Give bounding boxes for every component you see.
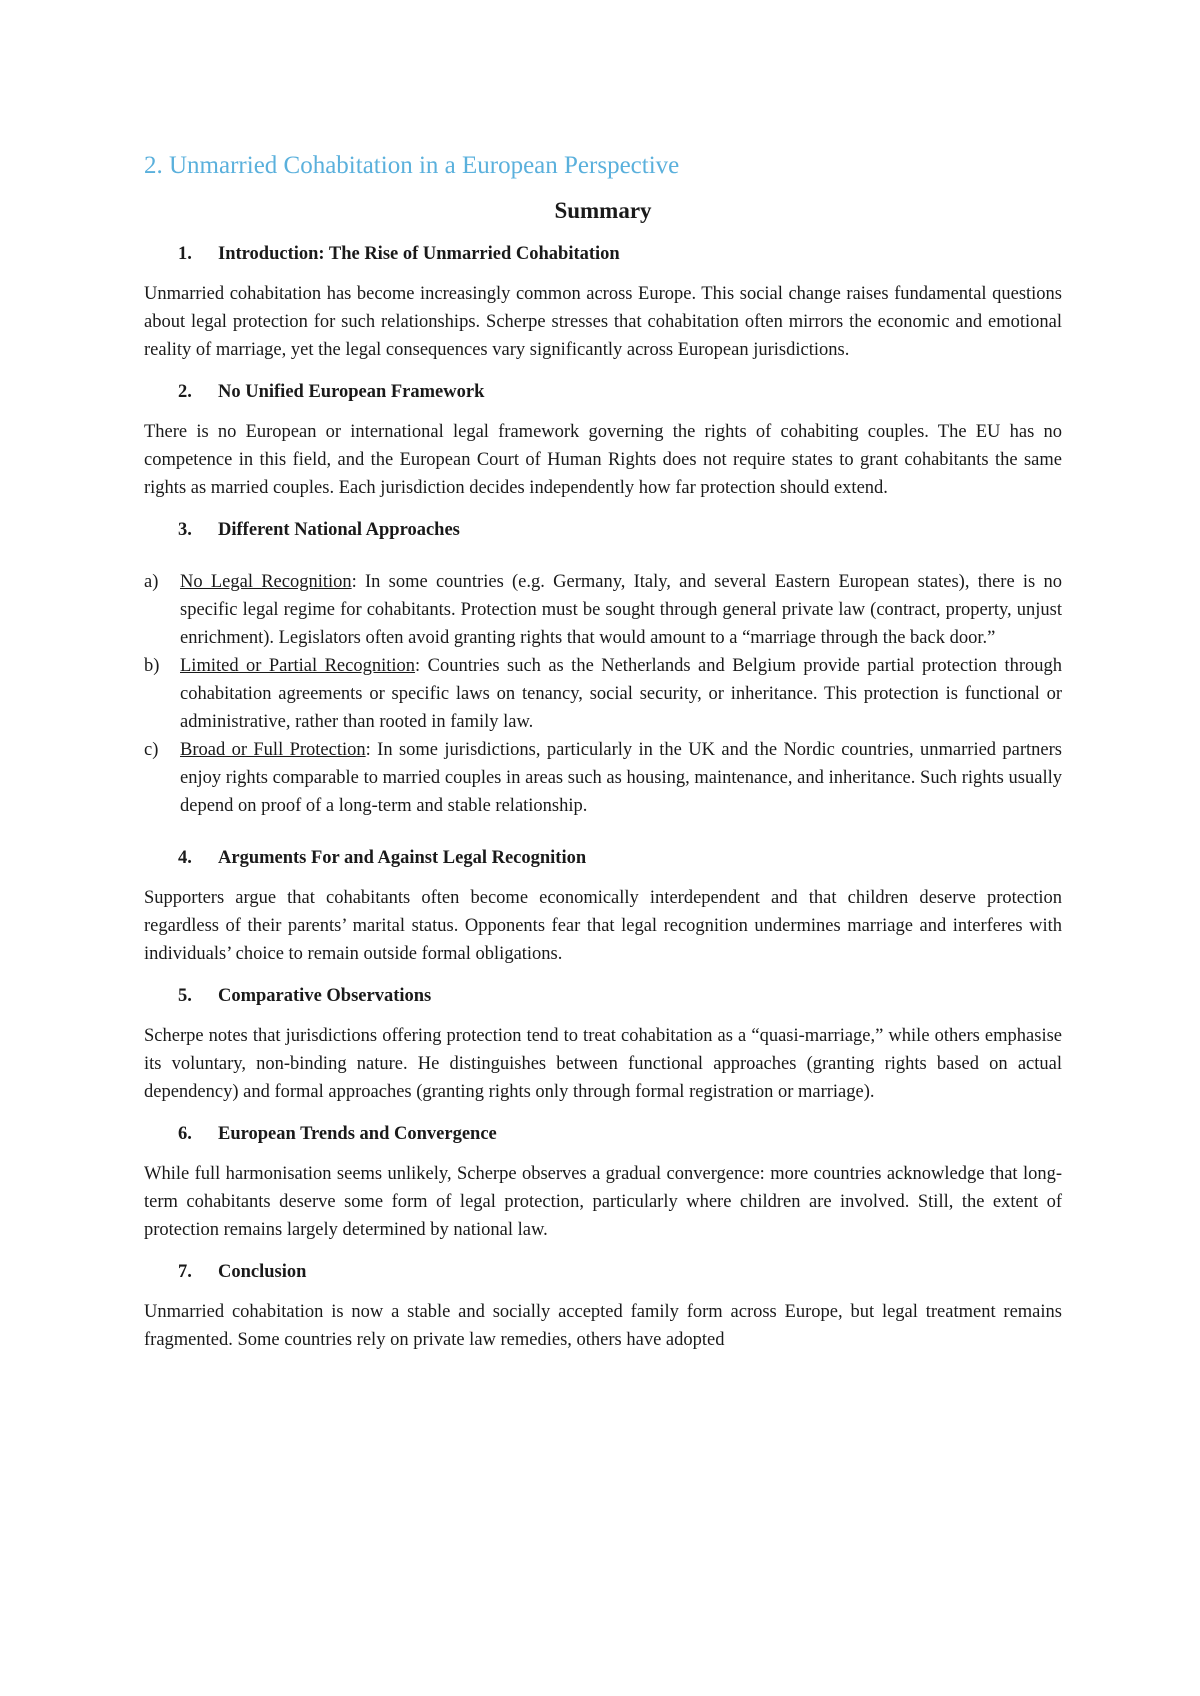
- section-paragraph-7: Unmarried cohabitation is now a stable and socially accepted family form across Europe, but legal treatment remains fragmented. Some countries rely on private law remedies, others have adopted: [144, 1302, 1062, 1351]
- section-title: Comparative Observations: [218, 986, 432, 1007]
- section-number: 7.: [178, 1262, 192, 1283]
- section-title: Different National Approaches: [218, 520, 460, 541]
- list-item-text: : In some countries (e.g. Germany, Italy, and several Eastern European states), there is no specific legal regime for cohabitants. Protection must be sought through general private law (contract, property, unjust enrichment). Legislators often avoid granting rights that would amount to a “marriage through the back door.”: [180, 572, 1062, 649]
- section-paragraph-2: There is no European or international legal framework governing the rights of cohabiting couples. The EU has no competence in this field, and the European Court of Human Rights does not require states to grant cohabitants the same rights as married couples. Each jurisdiction decides independently how far protection should extend.: [144, 422, 1062, 499]
- section-title: Conclusion: [218, 1262, 307, 1283]
- section-number: 6.: [178, 1124, 192, 1145]
- summary-heading: Summary: [554, 197, 652, 223]
- list-item-label: Broad or Full Protection: [180, 740, 366, 761]
- section-paragraph-6: While full harmonisation seems unlikely, Scherpe observes a gradual convergence: more countries acknowledge that long-term cohabitants deserve some form of legal protection, particularly where children are involved. Still, the extent of protection remains largely determined by national law.: [144, 1164, 1062, 1241]
- section-heading-3: [144, 518, 1062, 542]
- list-item: [144, 652, 1062, 736]
- list-item: [144, 568, 1062, 652]
- section-title: Introduction: The Rise of Unmarried Cohabitation: [218, 244, 620, 265]
- list-item-body: [180, 652, 1062, 736]
- list-item-letter: c): [144, 740, 159, 761]
- list-item-text: : Countries such as the Netherlands and Belgium provide partial protection through cohabitation agreements or specific laws on tenancy, social security, or inheritance. This protection is functional or administrative, rather than rooted in family law.: [180, 656, 1062, 733]
- section-paragraph-5: Scherpe notes that jurisdictions offering protection tend to treat cohabitation as a “quasi-marriage,” while others emphasise its voluntary, non-binding nature. He distinguishes between functional approaches (granting rights based on actual dependency) and formal approaches (granting rights only through formal registration or marriage).: [144, 1026, 1062, 1103]
- section-number: 3.: [178, 520, 192, 541]
- section-heading-5: [144, 984, 1062, 1008]
- document-title: 2. Unmarried Cohabitation in a European Perspective: [144, 152, 680, 179]
- section-paragraph-1: Unmarried cohabitation has become increasingly common across Europe. This social change raises fundamental questions about legal protection for such relationships. Scherpe stresses that cohabitation often mirrors the economic and emotional reality of marriage, yet the legal consequences vary significantly across European jurisdictions.: [144, 284, 1062, 361]
- approaches-list: [144, 568, 1062, 820]
- section-heading-6: [144, 1122, 1062, 1146]
- section-heading-4: [144, 846, 1062, 870]
- section-heading-7: [144, 1260, 1062, 1284]
- section-title: European Trends and Convergence: [218, 1124, 497, 1145]
- list-item: [144, 736, 1062, 820]
- section-heading-2: [144, 380, 1062, 404]
- section-number: 4.: [178, 848, 192, 869]
- list-item-text: : In some jurisdictions, particularly in the UK and the Nordic countries, unmarried partners enjoy rights comparable to married couples in areas such as housing, maintenance, and inheritance. Such rights usually depend on proof of a long-term and stable relationship.: [180, 740, 1063, 817]
- section-heading-1: [144, 242, 1062, 266]
- list-item-letter: b): [144, 656, 160, 677]
- list-item-body: [180, 736, 1062, 820]
- section-paragraph-4: Supporters argue that cohabitants often become economically interdependent and that children deserve protection regardless of their parents’ marital status. Opponents fear that legal recognition undermines marriage and interferes with individuals’ choice to remain outside formal obligations.: [144, 888, 1062, 965]
- document-page: [144, 150, 1062, 1370]
- list-item-body: [180, 568, 1062, 652]
- list-item-letter: a): [144, 572, 159, 593]
- section-title: No Unified European Framework: [218, 382, 485, 403]
- section-number: 2.: [178, 382, 192, 403]
- list-item-label: No Legal Recognition: [180, 572, 352, 593]
- section-title: Arguments For and Against Legal Recognition: [218, 848, 587, 869]
- list-item-label: Limited or Partial Recognition: [180, 656, 416, 677]
- section-number: 5.: [178, 986, 192, 1007]
- section-number: 1.: [178, 244, 192, 265]
